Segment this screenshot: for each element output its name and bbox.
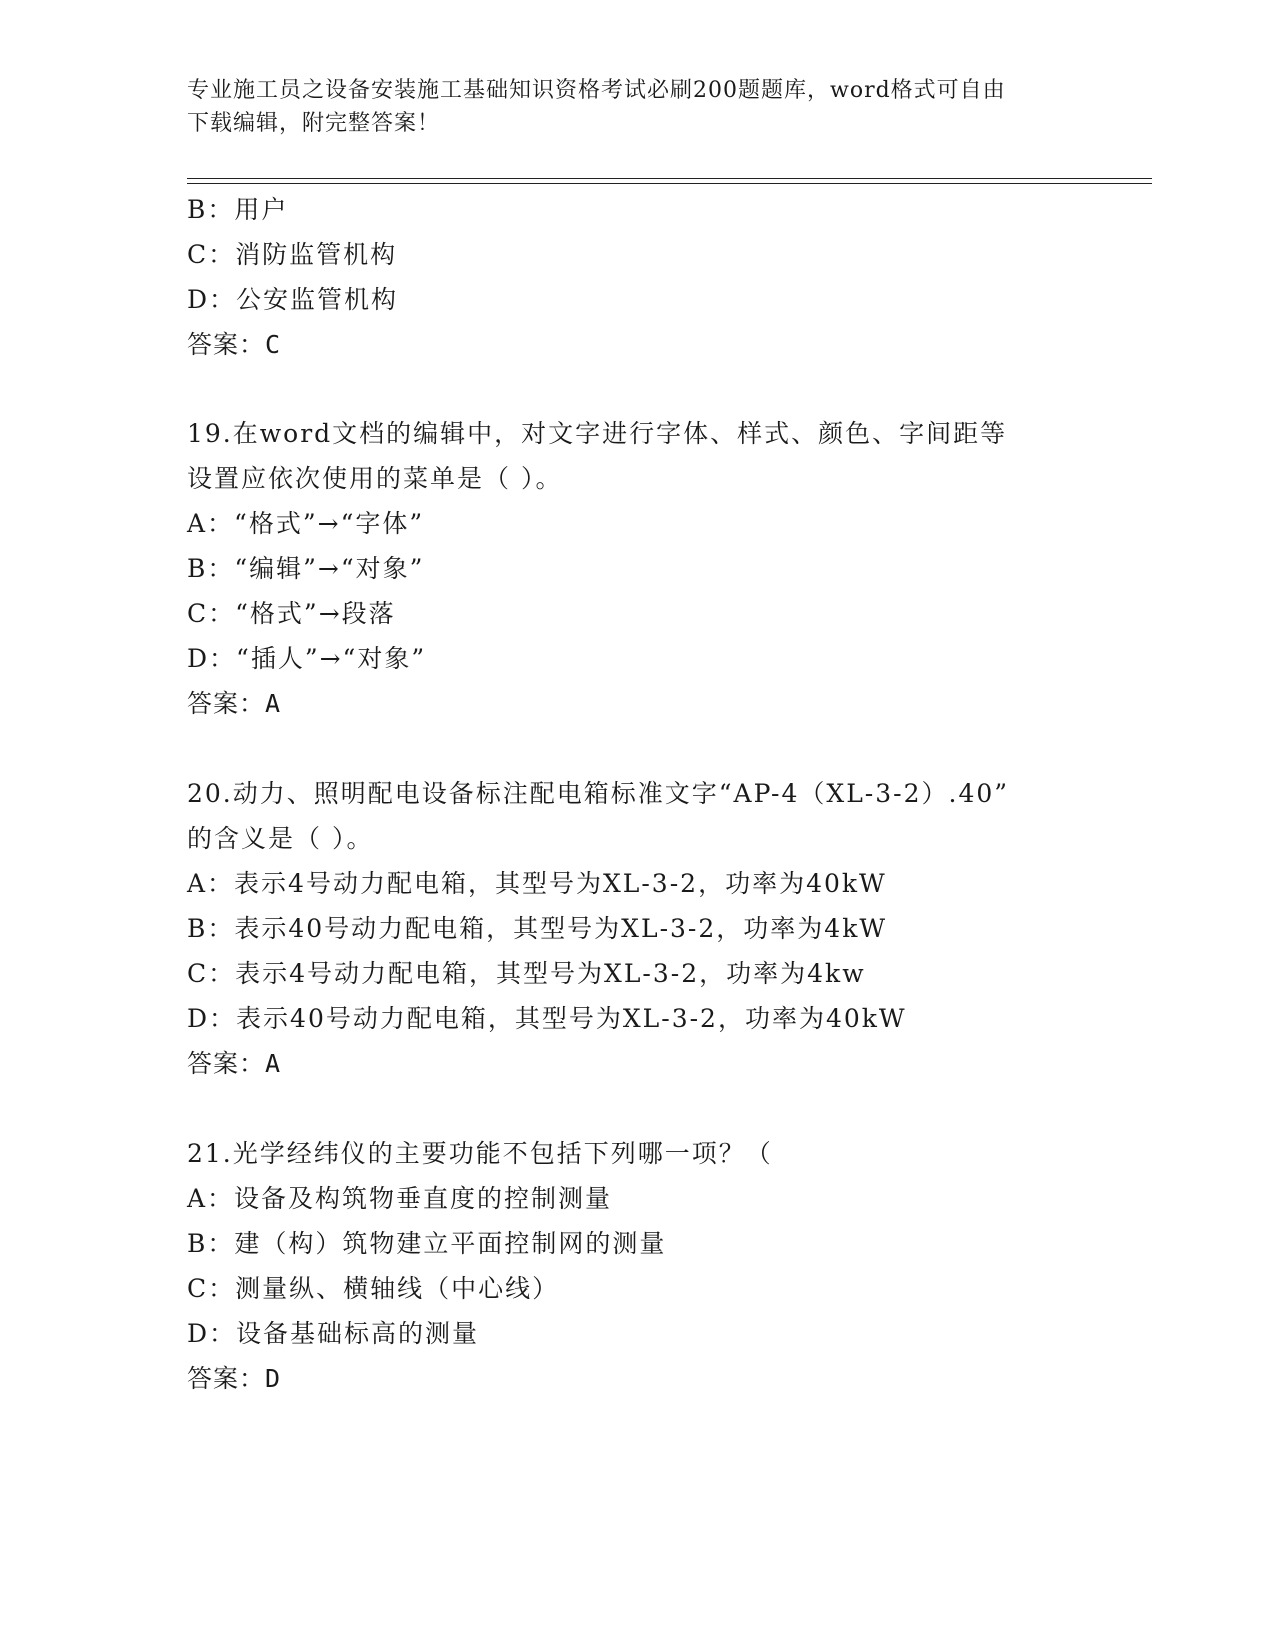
header-line-2: 下载编辑，附完整答案！	[187, 111, 441, 136]
q20-stem-line-1: 20.动力、照明配电设备标注配电箱标准文字“AP-4（XL-3-2）.40”	[187, 779, 1010, 808]
q21-answer	[187, 1361, 281, 1397]
q21-option-b: B：建（构）筑物建立平面控制网的测量	[187, 1229, 667, 1258]
q21-option-a: A：设备及构筑物垂直度的控制测量	[187, 1184, 613, 1213]
q20-option-b: B：表示40号动力配电箱，其型号为XL-3-2，功率为4kW	[187, 914, 888, 943]
q21-option-c: C：测量纵、横轴线（中心线）	[187, 1274, 560, 1303]
q19-answer-label: 答案：	[187, 689, 266, 718]
q20-answer-label: 答案：	[187, 1049, 266, 1078]
q20-answer	[187, 1046, 281, 1082]
q18-option-c: C：消防监管机构	[187, 240, 398, 269]
q18-option-b: B：用户	[187, 195, 289, 224]
q19-stem-line-1: 19.在word文档的编辑中，对文字进行字体、样式、颜色、字间距等	[187, 419, 1008, 448]
q21-stem-line-1: 21.光学经纬仪的主要功能不包括下列哪一项？（	[187, 1139, 773, 1168]
q19-stem-line-2: 设置应依次使用的菜单是（ ）。	[187, 464, 563, 493]
q21-answer-value: D	[265, 1364, 282, 1393]
q18-option-d: D：公安监管机构	[187, 285, 399, 314]
q20-option-c: C：表示4号动力配电箱，其型号为XL-3-2，功率为4kw	[187, 959, 866, 988]
q19-option-d: D：“插人”→“对象”	[187, 644, 427, 673]
q19-answer-value: A	[265, 689, 282, 718]
q18-answer	[187, 327, 281, 363]
q20-stem-line-2: 的含义是（ ）。	[187, 824, 374, 853]
q21-answer-label: 答案：	[187, 1364, 266, 1393]
q20-option-a: A：表示4号动力配电箱，其型号为XL-3-2，功率为40kW	[187, 869, 887, 898]
q19-option-b: B：“编辑”→“对象”	[187, 554, 425, 583]
q19-answer	[187, 686, 281, 722]
q21-option-d: D：设备基础标高的测量	[187, 1319, 480, 1348]
q19-option-c: C：“格式”→段落	[187, 599, 396, 628]
header-divider-top	[187, 178, 1152, 179]
header-divider-bottom	[187, 183, 1152, 184]
q20-answer-value: A	[265, 1049, 282, 1078]
q20-option-d: D：表示40号动力配电箱，其型号为XL-3-2，功率为40kW	[187, 1004, 907, 1033]
document-header	[187, 74, 1067, 140]
q18-answer-value: C	[265, 330, 282, 359]
q18-answer-label: 答案：	[187, 330, 266, 359]
header-line-1: 专业施工员之设备安装施工基础知识资格考试必刷200题题库，word格式可自由	[187, 78, 1006, 103]
q19-option-a: A：“格式”→“字体”	[187, 509, 425, 538]
